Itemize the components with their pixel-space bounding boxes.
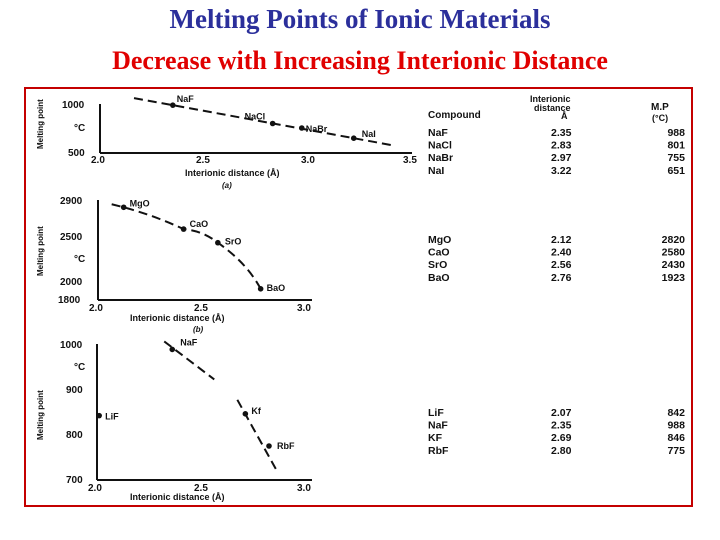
table-cell-distance: 3.22 bbox=[551, 164, 572, 177]
panel-b-yunit: °C bbox=[74, 254, 86, 265]
panel-c-xtick-2.0: 2.0 bbox=[88, 483, 102, 494]
table-cell-compound: CaO bbox=[428, 246, 450, 259]
panel-a-xtick-2.0: 2.0 bbox=[91, 155, 105, 166]
header-distance-top: Interionic bbox=[530, 94, 571, 104]
table-cell-mp: 2580 bbox=[661, 246, 685, 259]
panel-b-point-cao-label: CaO bbox=[189, 219, 209, 230]
panel-c-ytick-900: 900 bbox=[66, 385, 83, 396]
panel-a-label: (a) bbox=[222, 181, 232, 190]
table-cell-distance: 2.35 bbox=[551, 419, 572, 432]
panel-c-xtick-3.0: 3.0 bbox=[297, 483, 311, 494]
table-cell-compound: MgO bbox=[428, 234, 452, 246]
panel-c-point-rbf bbox=[266, 443, 272, 449]
panel-c-ylabel: Melting point bbox=[36, 390, 45, 440]
panel-b-xtick-3.0: 3.0 bbox=[297, 303, 311, 314]
table-cell-compound: SrO bbox=[428, 259, 448, 272]
header-distance-mid: distance bbox=[534, 103, 571, 113]
panel-a-ytick-500: 500 bbox=[68, 148, 85, 159]
panel-b-point-mgo bbox=[121, 204, 127, 210]
panel-c-point-rbf-label: RbF bbox=[277, 441, 295, 451]
panel-c-xtick-2.5: 2.5 bbox=[194, 483, 208, 494]
panel-a-yunit: °C bbox=[74, 123, 86, 134]
table-cell-mp: 1923 bbox=[661, 271, 685, 284]
panel-a-xtick-2.5: 2.5 bbox=[196, 155, 210, 166]
table-cell-mp: 775 bbox=[667, 444, 685, 457]
page-title: Melting Points of Ionic Materials bbox=[169, 4, 551, 34]
table-cell-mp: 842 bbox=[667, 407, 685, 419]
panel-b-point-mgo-label: MgO bbox=[129, 198, 150, 209]
header-distance-unit: Å bbox=[561, 111, 568, 121]
panel-a-point-naf-label: NaF bbox=[176, 94, 194, 105]
header-mp-unit: (°C) bbox=[652, 113, 669, 123]
panel-b-label: (b) bbox=[193, 325, 204, 334]
table-cell-distance: 2.83 bbox=[551, 139, 572, 152]
panel-b-ytick-1800: 1800 bbox=[58, 295, 81, 306]
table-cell-distance: 2.76 bbox=[551, 271, 572, 284]
panel-a-point-nai bbox=[351, 135, 357, 141]
table-cell-distance: 2.69 bbox=[551, 432, 572, 445]
table-cell-distance: 2.07 bbox=[551, 407, 572, 419]
panel-a-ytick-1000: 1000 bbox=[62, 100, 85, 111]
panel-c-point-naf bbox=[169, 347, 175, 353]
data-table-header bbox=[428, 94, 669, 123]
panel-a bbox=[36, 99, 417, 190]
panel-b-ytick-2900: 2900 bbox=[60, 196, 83, 207]
table-cell-mp: 988 bbox=[667, 419, 685, 432]
table-cell-mp: 846 bbox=[667, 432, 685, 445]
panel-c bbox=[36, 340, 312, 502]
table-cell-mp: 801 bbox=[667, 139, 685, 152]
panel-c-point-lif-label: LiF bbox=[105, 411, 119, 422]
panel-b-ytick-2500: 2500 bbox=[60, 232, 83, 243]
table-cell-compound: NaI bbox=[428, 164, 445, 177]
panel-c-yunit: °C bbox=[74, 362, 86, 373]
panel-b-xtick-2.5: 2.5 bbox=[194, 303, 208, 314]
panel-c-point-kf bbox=[243, 411, 249, 417]
chart-marks bbox=[96, 94, 392, 471]
panel-c-xlabel: Interionic distance (Å) bbox=[130, 492, 225, 502]
panel-b bbox=[36, 196, 312, 334]
table-cell-distance: 2.12 bbox=[551, 234, 572, 246]
panel-a-point-nacl bbox=[270, 121, 276, 127]
panel-b-xlabel: Interionic distance (Å) bbox=[130, 313, 225, 323]
panel-b-point-cao bbox=[181, 226, 187, 232]
table-cell-distance: 2.40 bbox=[551, 246, 572, 259]
table-cell-mp: 2820 bbox=[661, 234, 685, 246]
panel-a-point-naf bbox=[170, 102, 176, 108]
table-cell-distance: 2.56 bbox=[551, 259, 572, 272]
header-mp: M.P bbox=[651, 102, 669, 113]
data-table-rows bbox=[428, 127, 685, 457]
table-cell-mp: 651 bbox=[667, 164, 685, 177]
panel-c-point-naf-label: NaF bbox=[180, 337, 198, 348]
panel-c-ytick-1000: 1000 bbox=[60, 340, 83, 351]
panel-b-point-sro-label: SrO bbox=[224, 236, 242, 247]
panel-a-xlabel: Interionic distance (Å) bbox=[185, 168, 280, 178]
table-cell-compound: NaCl bbox=[428, 139, 452, 152]
panel-b-ytick-2000: 2000 bbox=[60, 277, 83, 288]
table-cell-compound: RbF bbox=[428, 444, 449, 457]
panel-a-ylabel: Melting point bbox=[36, 99, 45, 149]
panel-b-xtick-2.0: 2.0 bbox=[89, 303, 103, 314]
panel-c-ytick-700: 700 bbox=[66, 475, 83, 486]
panel-b-ylabel: Melting point bbox=[36, 226, 45, 276]
panel-b-point-bao bbox=[258, 286, 264, 292]
panel-c-ytick-800: 800 bbox=[66, 430, 83, 441]
table-cell-distance: 2.80 bbox=[551, 444, 572, 457]
panel-b-point-sro bbox=[215, 240, 221, 246]
table-cell-compound: KF bbox=[428, 432, 442, 445]
panel-a-point-nacl-label: NaCl bbox=[244, 111, 266, 122]
table-cell-mp: 988 bbox=[667, 127, 685, 139]
table-cell-compound: NaF bbox=[428, 419, 448, 432]
header-compound: Compound bbox=[428, 110, 481, 121]
panel-a-point-nai-label: NaI bbox=[361, 129, 376, 140]
table-cell-compound: BaO bbox=[428, 271, 450, 284]
table-cell-mp: 2430 bbox=[661, 259, 685, 272]
panel-c-point-lif bbox=[96, 413, 102, 419]
table-cell-compound: LiF bbox=[428, 407, 444, 419]
panel-a-point-nabr bbox=[299, 125, 305, 131]
panel-a-xtick-3.5: 3.5 bbox=[403, 155, 417, 166]
panel-a-point-nabr-label: NaBr bbox=[305, 124, 328, 135]
table-cell-compound: NaF bbox=[428, 127, 448, 139]
table-cell-distance: 2.97 bbox=[551, 152, 572, 165]
table-cell-mp: 755 bbox=[667, 152, 685, 165]
page-subtitle: Decrease with Increasing Interionic Distance bbox=[112, 46, 608, 75]
table-cell-compound: NaBr bbox=[428, 152, 454, 165]
panel-c-point-kf-label: Kf bbox=[251, 405, 261, 416]
panel-a-xtick-3.0: 3.0 bbox=[301, 155, 315, 166]
table-cell-distance: 2.35 bbox=[551, 127, 572, 139]
panel-b-point-bao-label: BaO bbox=[266, 282, 286, 293]
